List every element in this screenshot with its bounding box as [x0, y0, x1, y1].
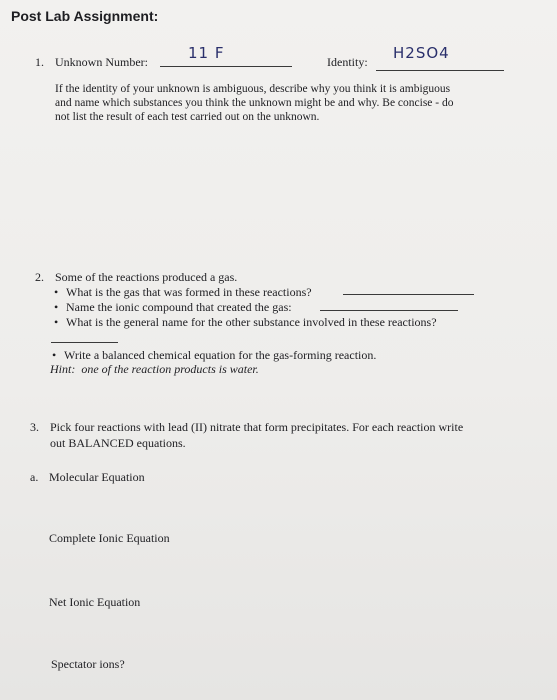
hint-text: one of the reaction products is water.: [81, 362, 259, 376]
unknown-number-label: Unknown Number:: [55, 55, 148, 69]
bullet-icon: [54, 300, 66, 314]
identity-line: [376, 70, 504, 71]
unknown-number-line: [160, 66, 292, 67]
hint-label: Hint:: [50, 362, 76, 376]
identity-label: Identity:: [327, 55, 368, 69]
q2-bullet-4: [52, 348, 376, 362]
q2-bullet-4-text: Write a balanced chemical equation for the gas-forming reaction.: [64, 348, 377, 362]
molecular-equation-label: Molecular Equation: [49, 470, 145, 484]
q2-bullet-3: [54, 315, 437, 329]
q2-intro: Some of the reactions produced a gas.: [55, 270, 238, 284]
q2-bullet-1: [54, 285, 312, 299]
net-ionic-equation-label: Net Ionic Equation: [49, 595, 141, 609]
q2-bullet-2-text: Name the ionic compound that created the gas:: [66, 300, 292, 314]
q1-number: 1.: [35, 55, 44, 69]
q1-paragraph-line-3: not list the result of each test carried out on the unknown.: [55, 111, 320, 123]
q2-bullet-3-text: What is the general name for the other substance involved in these reactions?: [66, 315, 437, 329]
q1-paragraph-line-2: and name which substances you think the unknown might be and why. Be concise - do: [55, 97, 454, 109]
q2-answer-line-1: [343, 294, 474, 295]
q3-line-1: Pick four reactions with lead (II) nitrate that form precipitates. For each reaction write: [50, 420, 464, 434]
q3-sub-letter: a.: [30, 470, 39, 484]
complete-ionic-equation-label: Complete Ionic Equation: [49, 531, 170, 545]
q2-answer-line-2: [320, 310, 458, 311]
q3-line-2: out BALANCED equations.: [50, 436, 186, 450]
q2-number: 2.: [35, 270, 44, 284]
unknown-number-value: 11 F: [188, 44, 225, 62]
q2-bullet-2: [54, 300, 292, 314]
q2-bullet-1-text: What is the gas that was formed in these reactions?: [66, 285, 312, 299]
q2-answer-line-3: [51, 342, 118, 343]
page-title: Post Lab Assignment:: [11, 8, 159, 24]
q3-number: 3.: [30, 420, 39, 434]
bullet-icon: [54, 285, 66, 299]
q2-hint: [50, 362, 259, 376]
bullet-icon: [54, 315, 66, 329]
spectator-ions-label: Spectator ions?: [51, 657, 125, 671]
bullet-icon: [52, 348, 64, 362]
identity-value: H2SO4: [393, 44, 450, 62]
q1-paragraph-line-1: If the identity of your unknown is ambiguous, describe why you think it is ambiguous: [55, 83, 451, 95]
